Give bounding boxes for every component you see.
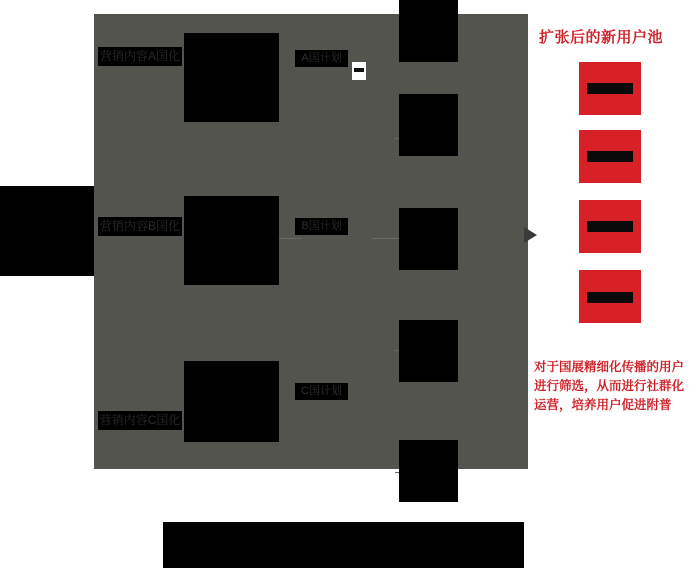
output-block-3 xyxy=(399,208,458,270)
output-block-2 xyxy=(399,94,458,156)
user-pool-card-1 xyxy=(579,62,641,115)
card-redacted-text xyxy=(587,221,633,232)
user-pool-card-4 xyxy=(579,270,641,323)
small-chip-icon xyxy=(352,62,366,80)
card-redacted-text xyxy=(587,292,633,303)
user-pool-card-3 xyxy=(579,200,641,253)
bottom-caption-bar xyxy=(163,522,524,568)
content-block-c xyxy=(184,361,279,442)
row-label-a: 营销内容A国化 xyxy=(98,47,182,66)
plan-label-b: B国计划 xyxy=(295,218,348,235)
output-block-4 xyxy=(399,320,458,382)
plan-label-a: A国计划 xyxy=(295,50,348,67)
user-pool-card-2 xyxy=(579,130,641,183)
user-pool-description: 对于国展精细化传播的用户进行筛选，从而进行社群化运营，培养用户促进附普 xyxy=(534,360,685,412)
output-block-1 xyxy=(399,0,458,62)
new-user-pool-title: 扩张后的新用户池 xyxy=(539,29,664,46)
left-redacted-block xyxy=(0,186,94,276)
connector-line xyxy=(372,238,402,239)
row-label-b: 营销内容B国化 xyxy=(98,217,182,236)
content-block-b xyxy=(184,196,279,285)
card-redacted-text xyxy=(587,151,633,162)
arrow-right-icon xyxy=(524,227,537,243)
card-redacted-text xyxy=(587,83,633,94)
marketing-content-panel xyxy=(94,14,528,469)
chip-mark-icon xyxy=(354,68,364,72)
content-block-a xyxy=(184,33,279,122)
row-label-c: 营销内容C国化 xyxy=(98,411,182,430)
output-block-5 xyxy=(399,440,458,502)
plan-label-c: C国计划 xyxy=(295,383,348,400)
